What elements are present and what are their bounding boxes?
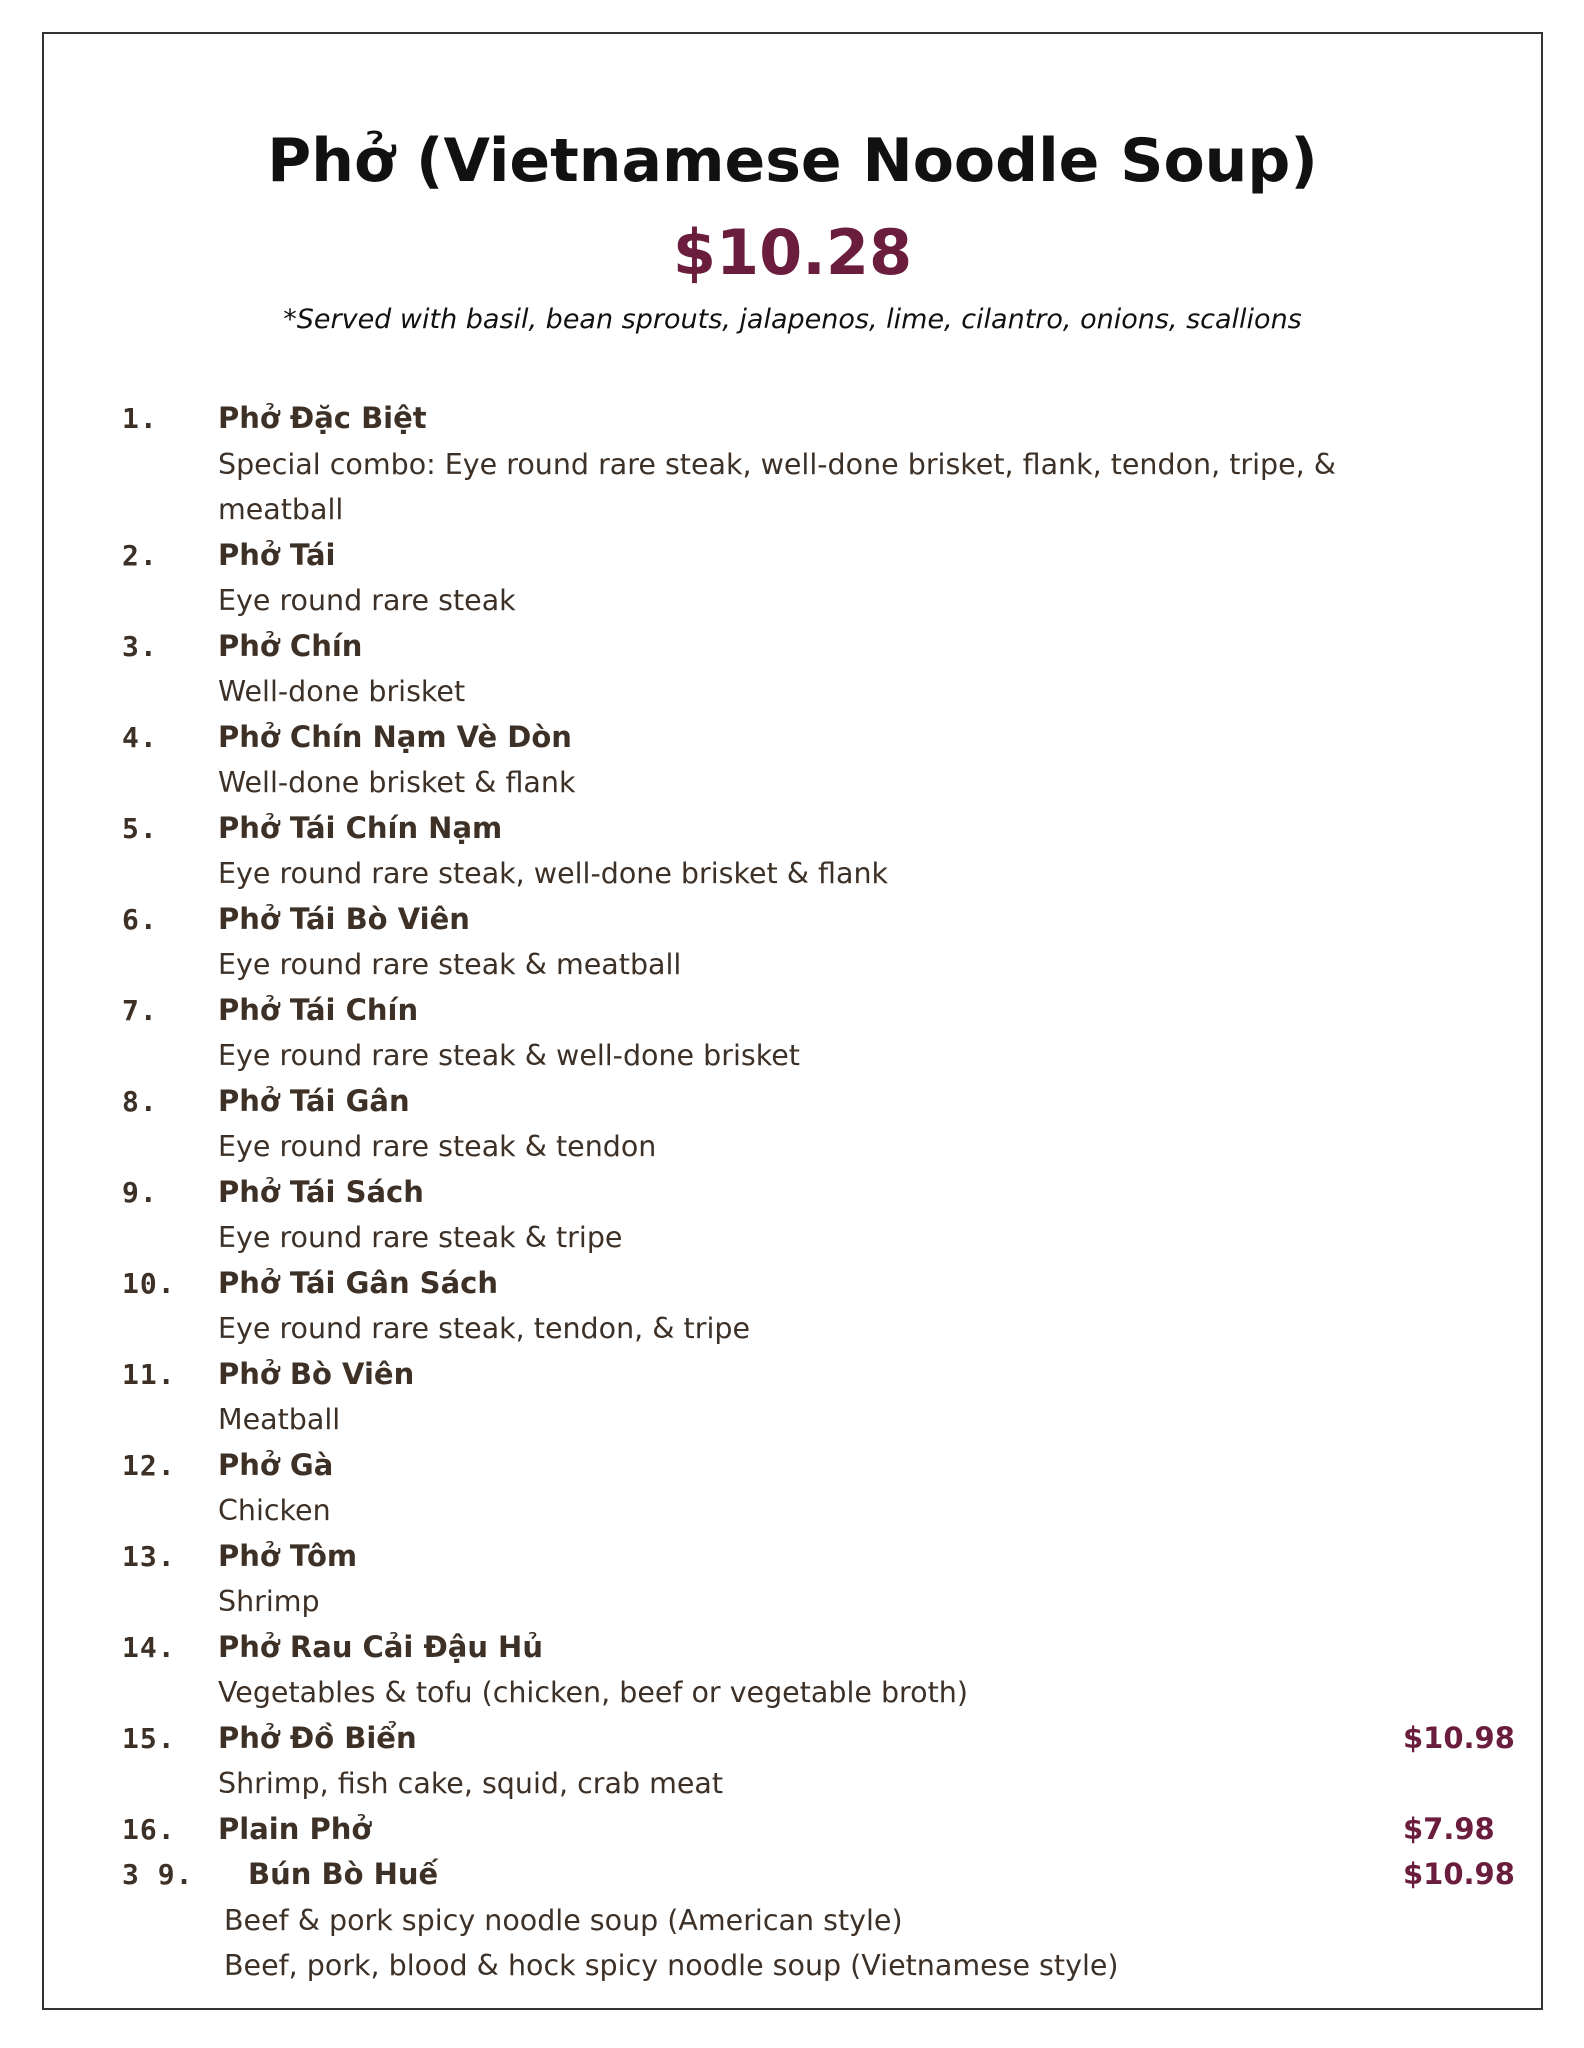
menu-item-header [122, 897, 1522, 943]
menu-item-header [122, 533, 1522, 579]
menu-item-description: Eye round rare steak & meatball [218, 948, 682, 981]
menu-item-description: Shrimp, fish cake, squid, crab meat [218, 1767, 724, 1800]
menu-item-header [122, 806, 1522, 852]
menu-item-number: 7. [122, 993, 158, 1027]
menu-item-name: Phở Tái Gân [218, 1083, 410, 1118]
served-with-note: *Served with basil, bean sprouts, jalapenos, lime, cilantro, onions, scallions [283, 304, 1302, 335]
menu-item-header [122, 1625, 1522, 1671]
menu-item-number: 6. [122, 902, 158, 936]
menu-item-header [122, 1443, 1522, 1489]
menu-item [122, 806, 1522, 897]
menu-item [122, 624, 1522, 715]
menu-item-name: Phở Tái Chín Nạm [218, 810, 503, 845]
menu-item-header [122, 1852, 1522, 1898]
menu-list [122, 396, 1522, 1989]
menu-item-name: Phở Chín [218, 628, 363, 663]
menu-item [122, 1443, 1522, 1534]
menu-item-description: Beef, pork, blood & hock spicy noodle soup (Vietnamese style) [224, 1949, 1119, 1982]
menu-item-number: 15. [122, 1721, 176, 1755]
menu-item-header [122, 715, 1522, 761]
menu-item-name: Phở Đặc Biệt [218, 401, 427, 435]
menu-item-number: 4. [122, 720, 158, 754]
menu-item [122, 1170, 1522, 1261]
menu-item-description: meatball [218, 493, 344, 526]
menu-item-description: Eye round rare steak, well-done brisket & flank [218, 857, 889, 890]
menu-item-name: Phở Tái Gân Sách [218, 1265, 498, 1300]
menu-item-name: Phở Tái Bò Viên [218, 901, 470, 936]
menu-item-description: Special combo: Eye round rare steak, well-done brisket, flank, tendon, tripe, & [218, 447, 1336, 481]
base-price: $10.28 [672, 216, 913, 289]
menu-item-header [122, 624, 1522, 670]
menu-item [122, 1352, 1522, 1443]
menu-item-number: 10. [122, 1266, 176, 1300]
menu-item [122, 1534, 1522, 1625]
menu-item-number: 1. [122, 402, 158, 435]
menu-item [122, 1625, 1522, 1716]
menu-item-number: 12. [122, 1448, 176, 1482]
menu-item [122, 1807, 1522, 1853]
menu-item-header [122, 1261, 1522, 1307]
menu-item [122, 897, 1522, 988]
menu-item [122, 988, 1522, 1079]
menu-item-price: $10.98 [1403, 1720, 1515, 1755]
menu-item-description: Eye round rare steak [218, 584, 516, 617]
menu-item-number: 13. [122, 1539, 176, 1573]
menu-item-description: Eye round rare steak & tripe [218, 1221, 623, 1254]
menu-item-number: 9. [122, 1175, 158, 1209]
menu-item-description: Eye round rare steak & tendon [218, 1130, 657, 1163]
menu-item-name: Phở Tôm [218, 1538, 358, 1573]
page-title: Phở (Vietnamese Noodle Soup) [267, 126, 1318, 196]
menu-item-description: Vegetables & tofu (chicken, beef or vegetable broth) [218, 1676, 968, 1709]
menu-item-number: 8. [122, 1084, 158, 1118]
menu-item-header [122, 1716, 1522, 1762]
menu-item-number: 5. [122, 811, 158, 845]
menu-item [122, 715, 1522, 806]
menu-item-number: 11. [122, 1357, 176, 1391]
menu-item-number: 2. [122, 538, 158, 572]
menu-item-description: Well-done brisket [218, 675, 466, 708]
menu-item [122, 1852, 1522, 1989]
menu-item-header [122, 1534, 1522, 1580]
menu-item-name: Phở Tái [218, 537, 336, 572]
menu-item [122, 396, 1522, 533]
menu-item-number: 3 9. [122, 1858, 194, 1891]
menu-item-name: Phở Gà [218, 1447, 334, 1482]
menu-item-description: Eye round rare steak, tendon, & tripe [218, 1312, 750, 1345]
menu-item-name: Phở Tái Sách [218, 1174, 424, 1209]
menu-item-number: 14. [122, 1630, 176, 1664]
menu-item-description: Chicken [218, 1494, 331, 1527]
menu-item-header [122, 396, 1522, 442]
menu-item [122, 533, 1522, 624]
menu-item [122, 1716, 1522, 1807]
menu-item-number: 16. [122, 1812, 176, 1846]
menu-item-name: Phở Rau Cải Đậu Hủ [218, 1629, 543, 1664]
menu-item-description: Beef & pork spicy noodle soup (American style) [224, 1903, 903, 1937]
menu-item-description: Well-done brisket & flank [218, 766, 576, 799]
menu-item-header [122, 988, 1522, 1034]
menu-item-header [122, 1170, 1522, 1216]
menu-item-price: $7.98 [1403, 1811, 1495, 1846]
menu-item [122, 1261, 1522, 1352]
menu-item-description: Eye round rare steak & well-done brisket [218, 1039, 800, 1072]
menu-page [42, 32, 1543, 2010]
menu-item-name: Phở Chín Nạm Vè Dòn [218, 719, 572, 754]
menu-item-description: Meatball [218, 1403, 341, 1436]
menu-item-price: $10.98 [1403, 1857, 1515, 1891]
menu-item-header [122, 1807, 1522, 1853]
menu-item-name: Phở Bò Viên [218, 1356, 415, 1391]
menu-item-name: Phở Đồ Biển [218, 1720, 417, 1755]
menu-item [122, 1079, 1522, 1170]
menu-item-name: Phở Tái Chín [218, 992, 419, 1027]
menu-item-name: Bún Bò Huế [248, 1857, 439, 1891]
menu-item-description: Shrimp [218, 1585, 320, 1618]
menu-item-name: Plain Phở [218, 1811, 372, 1846]
menu-item-header [122, 1352, 1522, 1398]
menu-item-number: 3. [122, 629, 158, 663]
menu-item-header [122, 1079, 1522, 1125]
